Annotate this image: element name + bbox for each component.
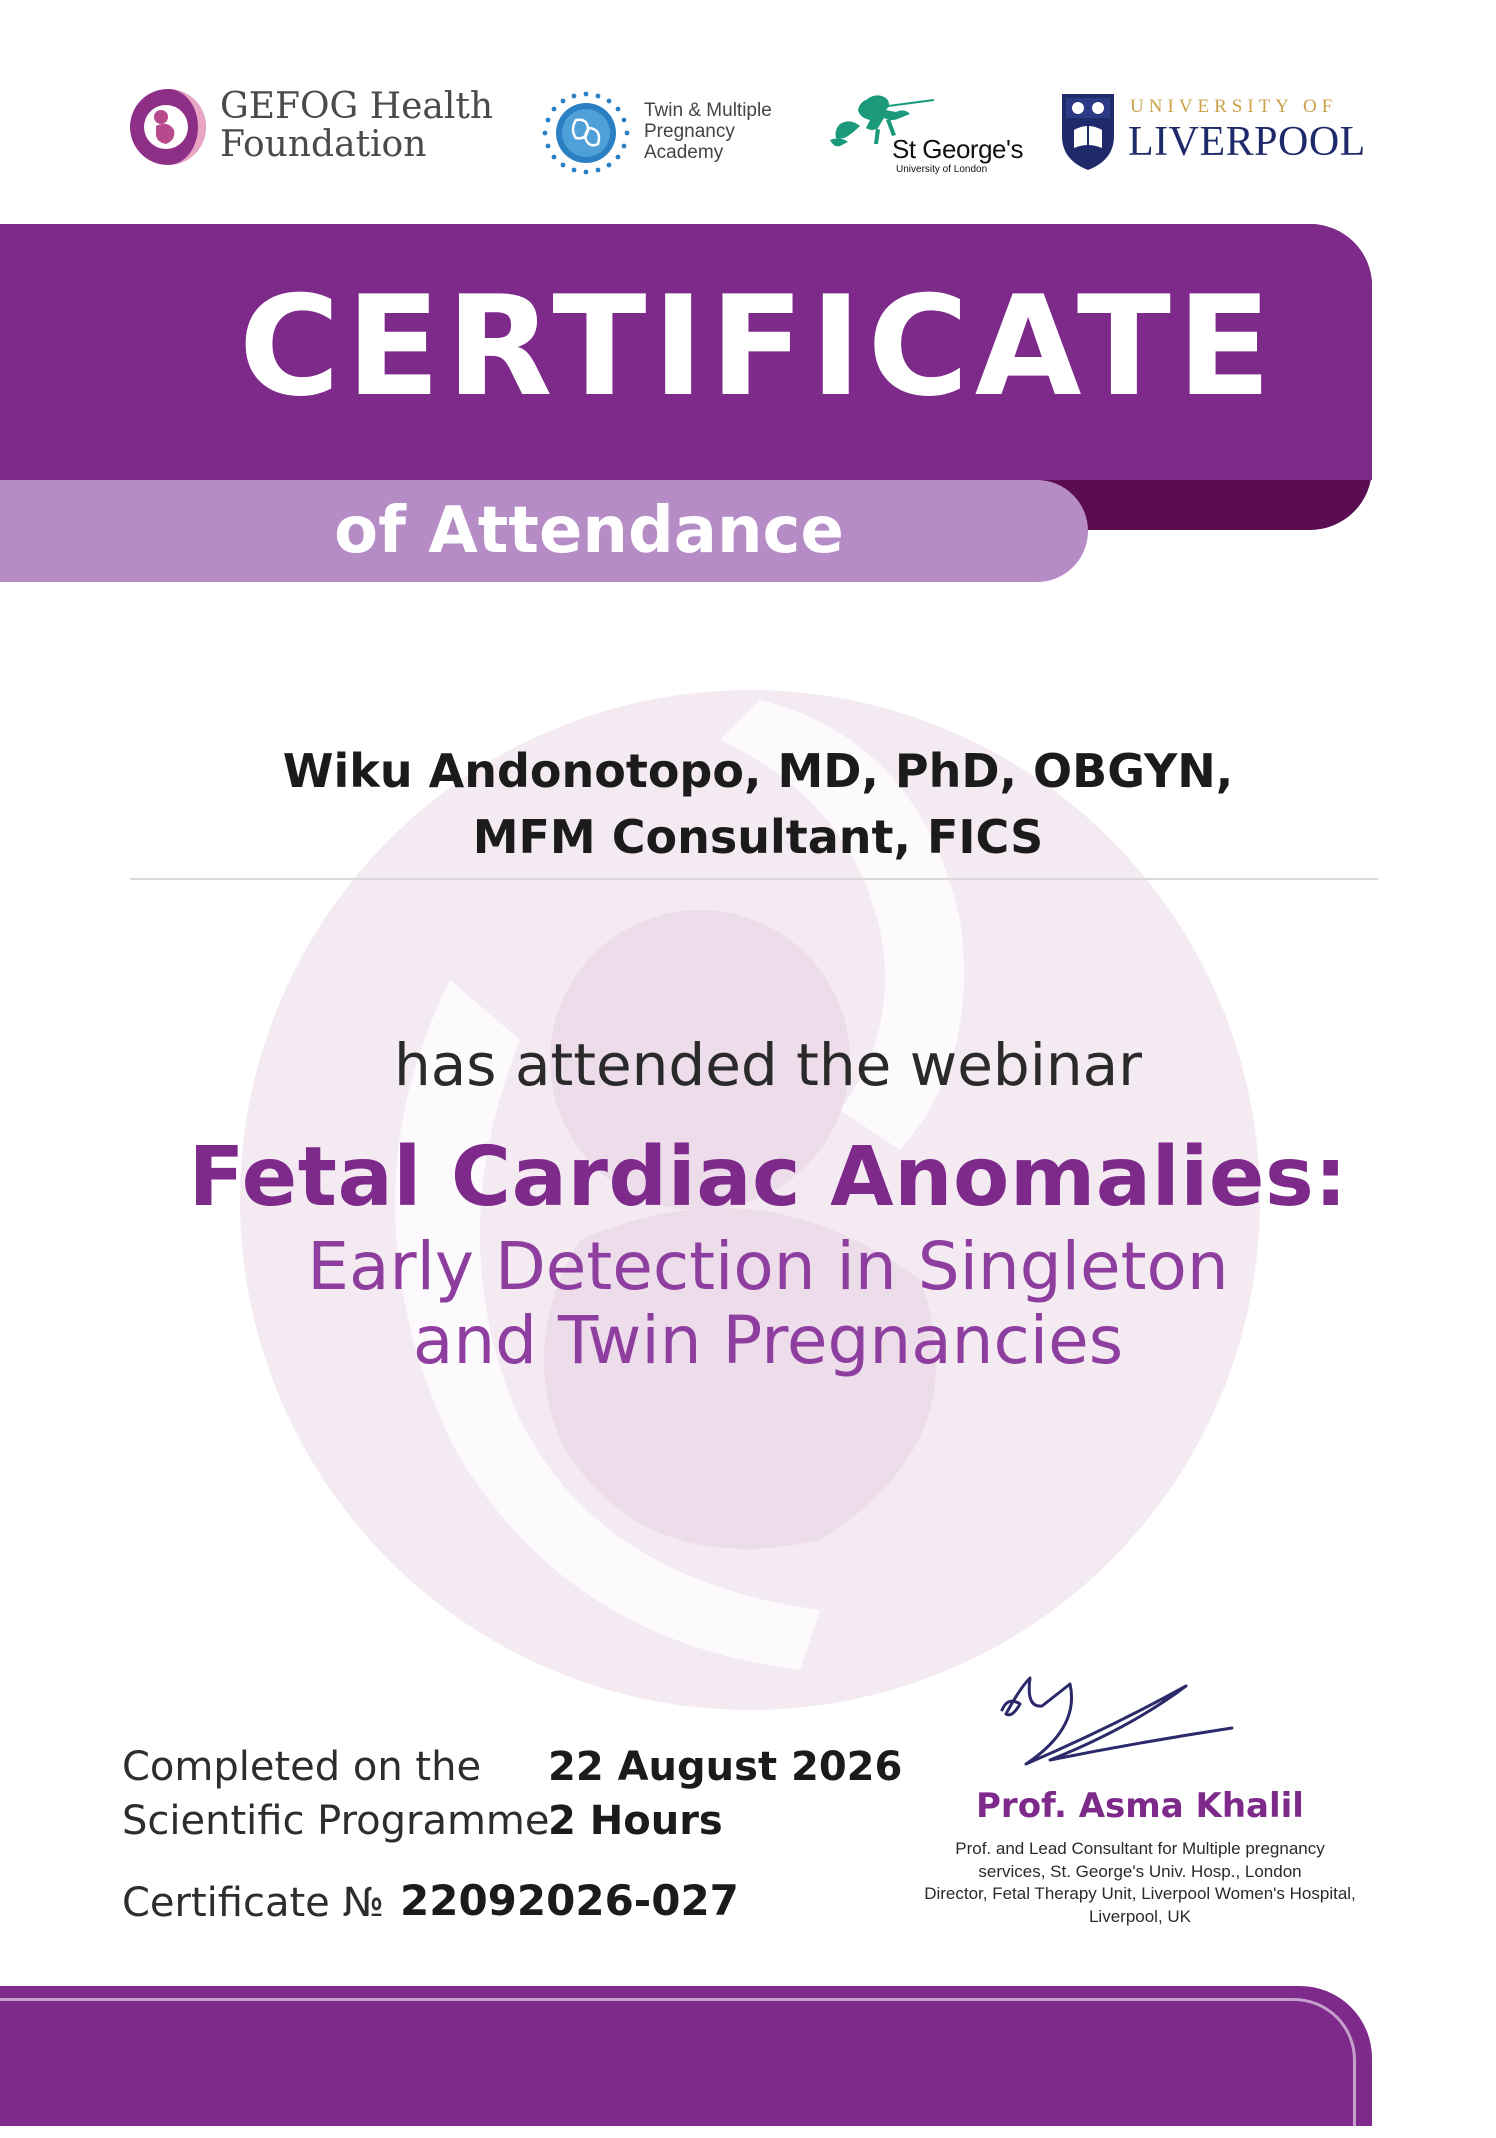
attended-text: has attended the webinar: [394, 1031, 1142, 1099]
signatory-role-line1: Prof. and Lead Consultant for Multiple pregnancy: [955, 1839, 1325, 1858]
twin-academy-line2: Pregnancy: [644, 121, 735, 142]
st-georges-name: St George's: [892, 134, 1023, 164]
divider: [130, 878, 1378, 880]
signatory-role: [880, 1838, 1400, 1928]
course-subtitle: [200, 1230, 1336, 1378]
completed-label: Completed on the: [122, 1744, 482, 1790]
certificate-number-label: Certificate №: [122, 1880, 385, 1926]
signatory-name: Prof. Asma Khalil: [976, 1786, 1304, 1826]
gefog-logo: [128, 86, 508, 172]
liverpool-main-text: LIVERPOOL: [1128, 119, 1366, 165]
signatory-role-line3: Director, Fetal Therapy Unit, Liverpool Women's Hospital,: [924, 1884, 1356, 1903]
programme-hours: 2 Hours: [548, 1798, 723, 1844]
recipient-line2: MFM Consultant, FICS: [472, 810, 1044, 864]
course-subtitle-line2: and Twin Pregnancies: [412, 1302, 1124, 1379]
twin-academy-line3: Academy: [644, 142, 724, 163]
signatory-role-line4: Liverpool, UK: [1088, 1906, 1192, 1926]
recipient-line1: Wiku Andonotopo, MD, PhD, OBGYN,: [282, 744, 1234, 798]
st-georges-logo: [826, 88, 1026, 178]
liverpool-crest-icon: [1060, 92, 1116, 172]
gefog-name-line2: Foundation: [220, 124, 427, 165]
gefog-name-line1: GEFOG Health: [220, 86, 494, 127]
twins-circle-icon: [540, 90, 632, 176]
twin-academy-line1: Twin & Multiple: [644, 100, 772, 121]
liverpool-top-text: UNIVERSITY OF: [1130, 96, 1338, 117]
fetus-icon: [128, 86, 208, 168]
signatory-role-line2: services, St. George's Univ. Hosp., London: [978, 1861, 1302, 1881]
certificate-subtitle: of Attendance: [334, 494, 844, 568]
course-subtitle-line1: Early Detection in Singleton: [307, 1228, 1229, 1305]
programme-label: Scientific Programme: [122, 1798, 550, 1844]
liverpool-logo: [1060, 92, 1380, 172]
recipient-name: [240, 738, 1276, 870]
course-title: Fetal Cardiac Anomalies:: [188, 1130, 1348, 1225]
completed-date: 22 August 2026: [548, 1744, 903, 1790]
signature-image: [990, 1668, 1250, 1778]
twin-academy-logo: [540, 90, 810, 176]
certificate-title: CERTIFICATE: [238, 266, 1278, 427]
certificate-number: 22092026-027: [400, 1876, 739, 1925]
st-georges-subtitle: University of London: [896, 164, 988, 175]
footer-band-outline: [0, 1998, 1356, 2138]
